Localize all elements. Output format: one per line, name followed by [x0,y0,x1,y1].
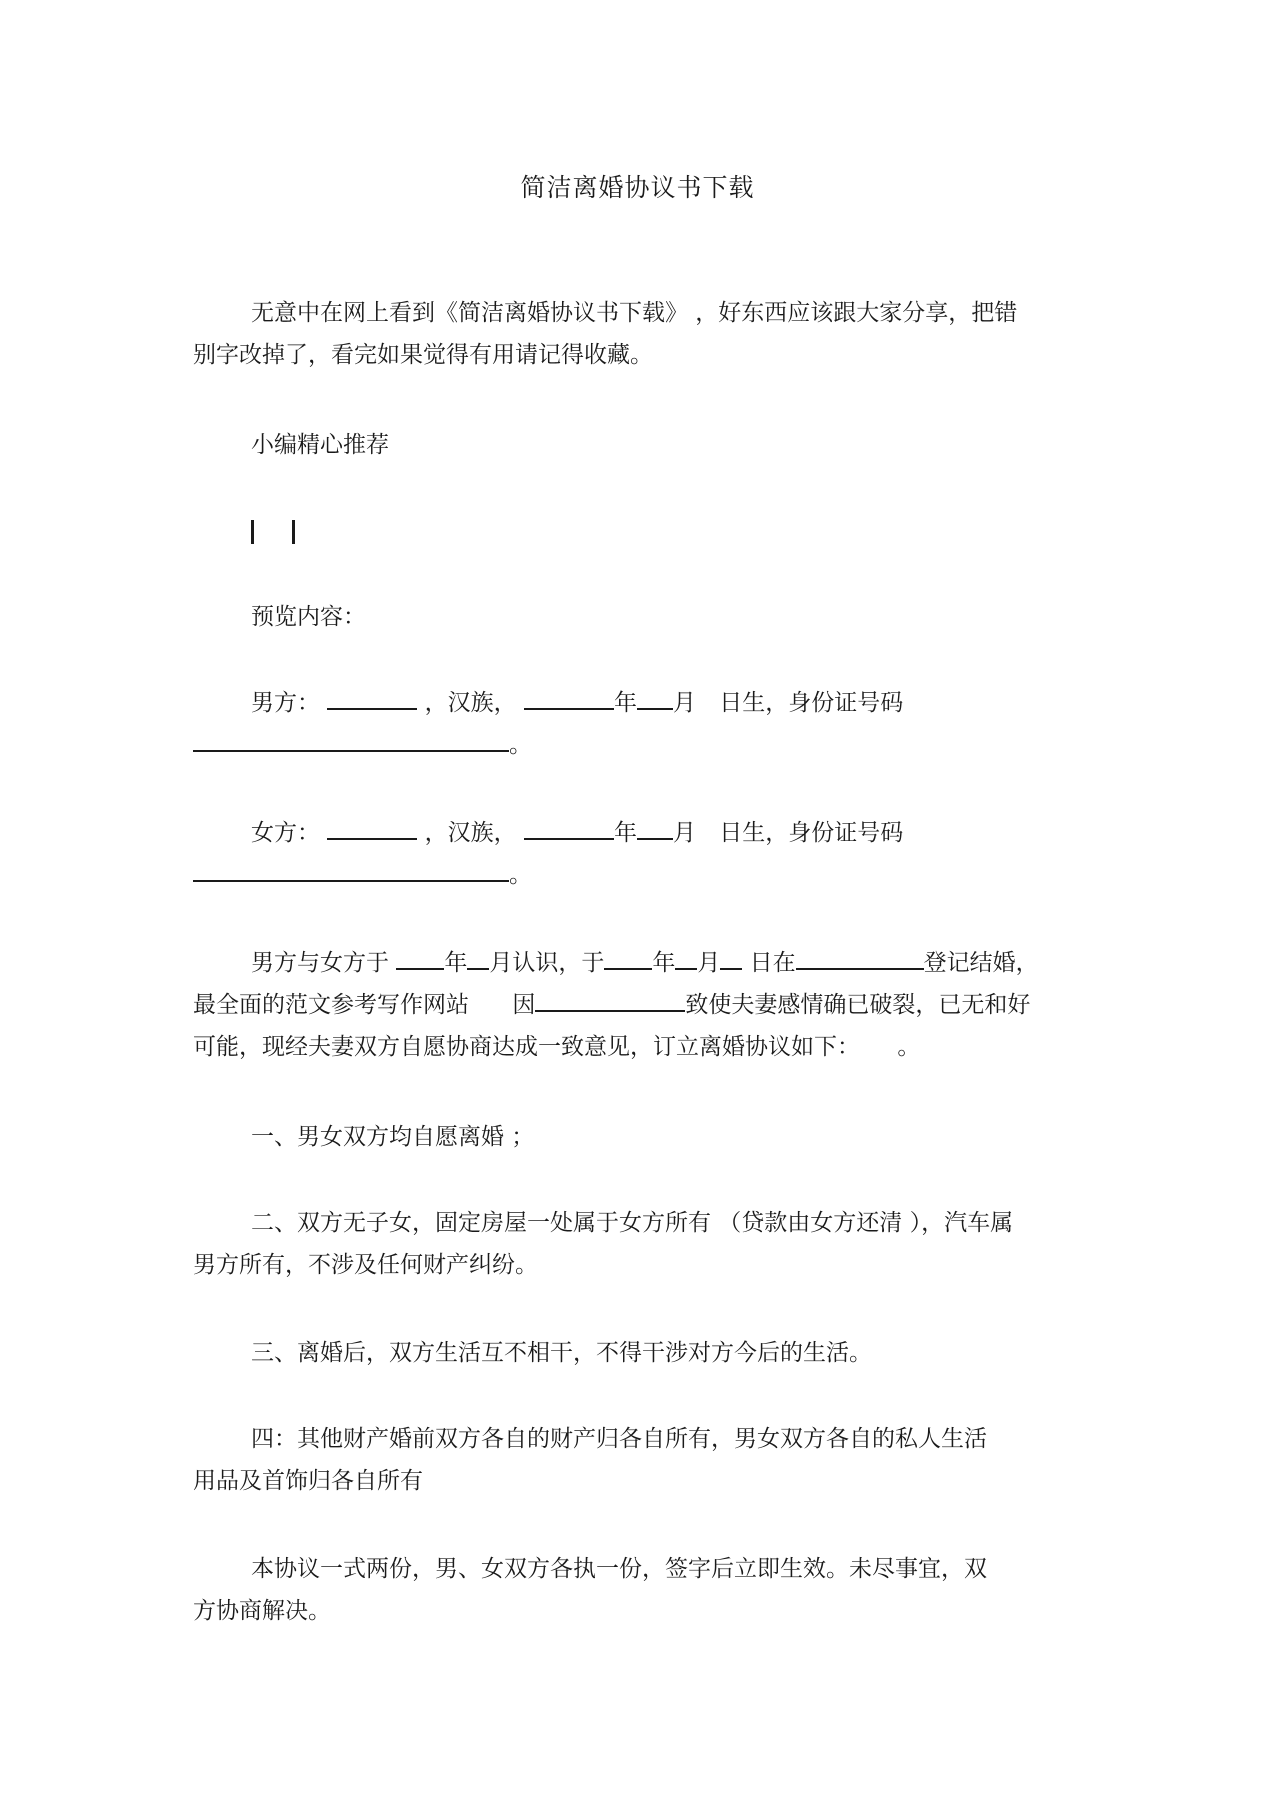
male-month-text: 月 [672,690,696,716]
male-info-paragraph [193,682,1093,766]
clause-4-line-1: 四：其他财产婚前双方各自的财产归各自所有，男女双方各自的私人生活 [251,1426,987,1452]
female-month-blank [637,816,673,840]
female-name-blank [327,816,417,840]
recommend-text: 小编精心推荐 [251,432,389,458]
female-id-blank [193,858,509,882]
document-title: 简洁离婚协议书下载 [520,173,755,202]
vertical-bar-right [292,520,295,544]
closing-line-1: 本协议一式两份，男、女双方各执一份，签字后立即生效。未尽事宜，双 [251,1556,987,1582]
male-year-text: 年 [613,690,637,716]
intro-paragraph [193,292,1093,376]
clause-2-paragraph [193,1202,1093,1286]
female-label: 女方： [251,820,320,846]
female-year-text: 年 [613,820,637,846]
female-info-line-1 [193,812,1093,854]
marriage-j: 致使夫妻感情确已破裂，已无和好 [685,992,1031,1018]
intro-line-1: 无意中在网上看到《简洁离婚协议书下载》 ，好东西应该跟大家分享，把错 [251,300,1018,326]
marriage-line-3 [193,1026,1093,1068]
marriage-paragraph [193,942,1093,1068]
marriage-k: 可能，现经夫妻双方自愿协商达成一致意见，订立离婚协议如下： [193,1034,860,1060]
closing-line-2: 方协商解决。 [193,1598,331,1624]
separator-paragraph [193,510,1093,552]
male-ethnicity: ，汉族， [424,690,517,716]
marriage-l: 。 [897,1034,921,1060]
preview-paragraph [193,596,1093,638]
clause-2-line-2: 男方所有，不涉及任何财产纠纷。 [193,1252,538,1278]
marriage-g: 登记结婚， [923,950,1039,976]
male-month-blank [637,686,673,710]
marriage-i: 因 [512,992,536,1018]
clause-3-paragraph [193,1332,1093,1374]
marriage-f: 日在 [749,950,796,976]
marriage-h: 最全面的范文参考写作网站 [193,992,469,1018]
clause-1-paragraph [193,1116,1093,1158]
register-month-blank [675,946,697,970]
male-id-blank [193,728,509,752]
marriage-b: 年 [444,950,468,976]
female-year-blank [524,816,614,840]
female-born-text: 日生，身份证号码 [719,820,904,846]
register-place-blank [796,946,924,970]
marriage-d: 年 [652,950,676,976]
closing-paragraph [193,1548,1093,1632]
male-info-line-1 [193,682,1093,724]
marriage-c: 月认识，于 [489,950,605,976]
preview-label: 预览内容： [251,604,366,630]
meet-year-blank [396,946,444,970]
clause-4-paragraph [193,1418,1093,1502]
clause-2-line-1: 二、双方无子女，固定房屋一处属于女方所有 （贷款由女方还清 ），汽车属 [251,1210,1014,1236]
male-name-blank [327,686,417,710]
meet-month-blank [467,946,489,970]
register-day-blank [720,946,742,970]
marriage-line-2 [193,984,1093,1026]
male-end: 。 [509,732,532,758]
male-born-text: 日生，身份证号码 [719,690,904,716]
female-info-line-2 [193,854,1093,896]
marriage-line-1 [193,942,1093,984]
vertical-bar-left [251,520,254,544]
female-info-paragraph [193,812,1093,896]
register-year-blank [604,946,652,970]
female-ethnicity: ，汉族， [424,820,517,846]
recommend-paragraph [193,424,1093,466]
clause-1-text: 一、男女双方均自愿离婚 ； [251,1124,535,1150]
female-month-text: 月 [672,820,696,846]
clause-3-text: 三、离婚后，双方生活互不相干，不得干涉对方今后的生活。 [251,1340,872,1366]
intro-line-2: 别字改掉了，看完如果觉得有用请记得收藏。 [193,342,653,368]
male-info-line-2 [193,724,1093,766]
clause-4-line-2: 用品及首饰归各自所有 [193,1468,423,1494]
male-year-blank [524,686,614,710]
marriage-a: 男方与女方于 [251,950,389,976]
male-label: 男方： [251,690,320,716]
reason-blank [535,988,685,1012]
separator-bars [193,510,1093,552]
female-end: 。 [509,862,532,888]
marriage-e: 月 [697,950,721,976]
